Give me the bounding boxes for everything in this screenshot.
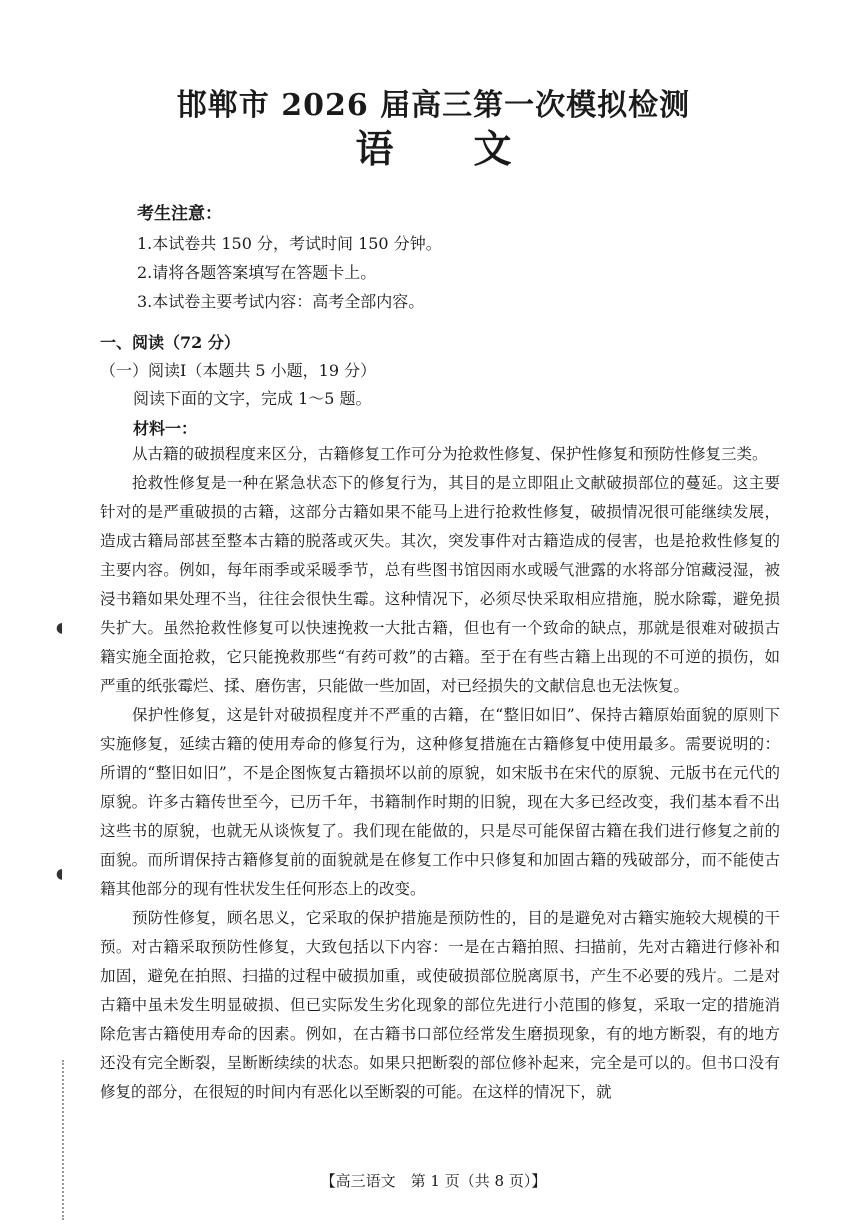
candidate-notice <box>137 200 442 316</box>
reading-passage <box>100 440 780 1107</box>
passage-paragraph: 从古籍的破损程度来区分，古籍修复工作可分为抢救性修复、保护性修复和预防性修复三类。 <box>132 445 768 463</box>
binding-hole-mark: ◖ <box>56 620 64 636</box>
notice-item: 3.本试卷主要考试内容：高考全部内容。 <box>137 292 425 311</box>
section-heading: 一、阅读（72 分） <box>100 333 240 352</box>
notice-heading: 考生注意： <box>137 204 222 224</box>
passage-paragraph: 抢救性修复是一种在紧急状态下的修复行为，其目的是立即阻止文献破损部位的蔓延。这主要针对的是严重破损的古籍，这部分古籍如果不能马上进行抢救性修复，破损情况很可能继续发展，造成古籍局部甚至整本古籍的脱落或灭失。其次，突发事件对古籍造成的侵害，也是抢救性修复的主要内容。例如，每年雨季或采暖季节，总有些图书馆因雨水或暖气泄露的水将部分馆藏浸湿，被浸书籍如果处理不当，往往会很快生霉。这种情况下，必须尽快采取相应措施，脱水除霉，避免损失扩大。虽然抢救性修复可以快速挽救一大批古籍，但也有一个致命的缺点，那就是很难对破损古籍实施全面抢救，它只能挽救那些“有药可救”的古籍。至于在有些古籍上出现的不可逆的损伤，如严重的纸张霉烂、揉、磨伤害，只能做一些加固，对已经损失的文献信息也无法恢复。 <box>100 474 780 695</box>
binding-hole-mark: ◖ <box>56 866 64 882</box>
exam-title: 邯郸市 2026 届高三第一次模拟检测 <box>176 88 691 123</box>
subject-title: 语文 <box>355 126 592 171</box>
subsection-heading: （一）阅读Ⅰ（本题共 5 小题，19 分） <box>100 361 377 380</box>
reading-instruction: 阅读下面的文字，完成 1～5 题。 <box>133 389 372 408</box>
passage-paragraph: 保护性修复，这是针对破损程度并不严重的古籍，在“整旧如旧”、保持古籍原始面貌的原则下实施修复，延续古籍的使用寿命的修复行为，这种修复措施在古籍修复中使用最多。需要说明的：所谓的“整旧如旧”，不是企图恢复古籍损坏以前的原貌，如宋版书在宋代的原貌、元版书在元代的原貌。许多古籍传世至今，已历千年，书籍制作时期的旧貌，现在大多已经改变，我们基本看不出这些书的原貌，也就无从谈恢复了。我们现在能做的，只是尽可能保留古籍在我们进行修复之前的面貌。而所谓保持古籍修复前的面貌就是在修复工作中只修复和加固古籍的残破部分，而不能使古籍其他部分的现有性状发生任何形态上的改变。 <box>100 706 780 898</box>
binding-dotted-line <box>62 1060 64 1220</box>
notice-item: 2.请将各题答案填写在答题卡上。 <box>137 263 377 282</box>
passage-paragraph: 预防性修复，顾名思义，它采取的保护措施是预防性的，目的是避免对古籍实施较大规模的干预。对古籍采取预防性修复，大致包括以下内容：一是在古籍拍照、扫描前，先对古籍进行修补和加固，避免在拍照、扫描的过程中破损加重，或使破损部位脱离原书，产生不必要的残片。二是对古籍中虽未发生明显破损、但已实际发生劣化现象的部位先进行小范围的修复，采取一定的措施消除危害古籍使用寿命的因素。例如，在古籍书口部位经常发生磨损现象，有的地方断裂，有的地方还没有完全断裂，呈断断续续的状态。如果只把断裂的部位修补起来，完全是可以的。但书口没有修复的部分，在很短的时间内有恶化以至断裂的可能。在这样的情况下，就 <box>100 909 780 1101</box>
notice-item: 1.本试卷共 150 分，考试时间 150 分钟。 <box>137 234 442 253</box>
material-label: 材料一： <box>133 419 198 438</box>
page-footer: 【高三语文 第 1 页（共 8 页）】 <box>320 1172 547 1190</box>
